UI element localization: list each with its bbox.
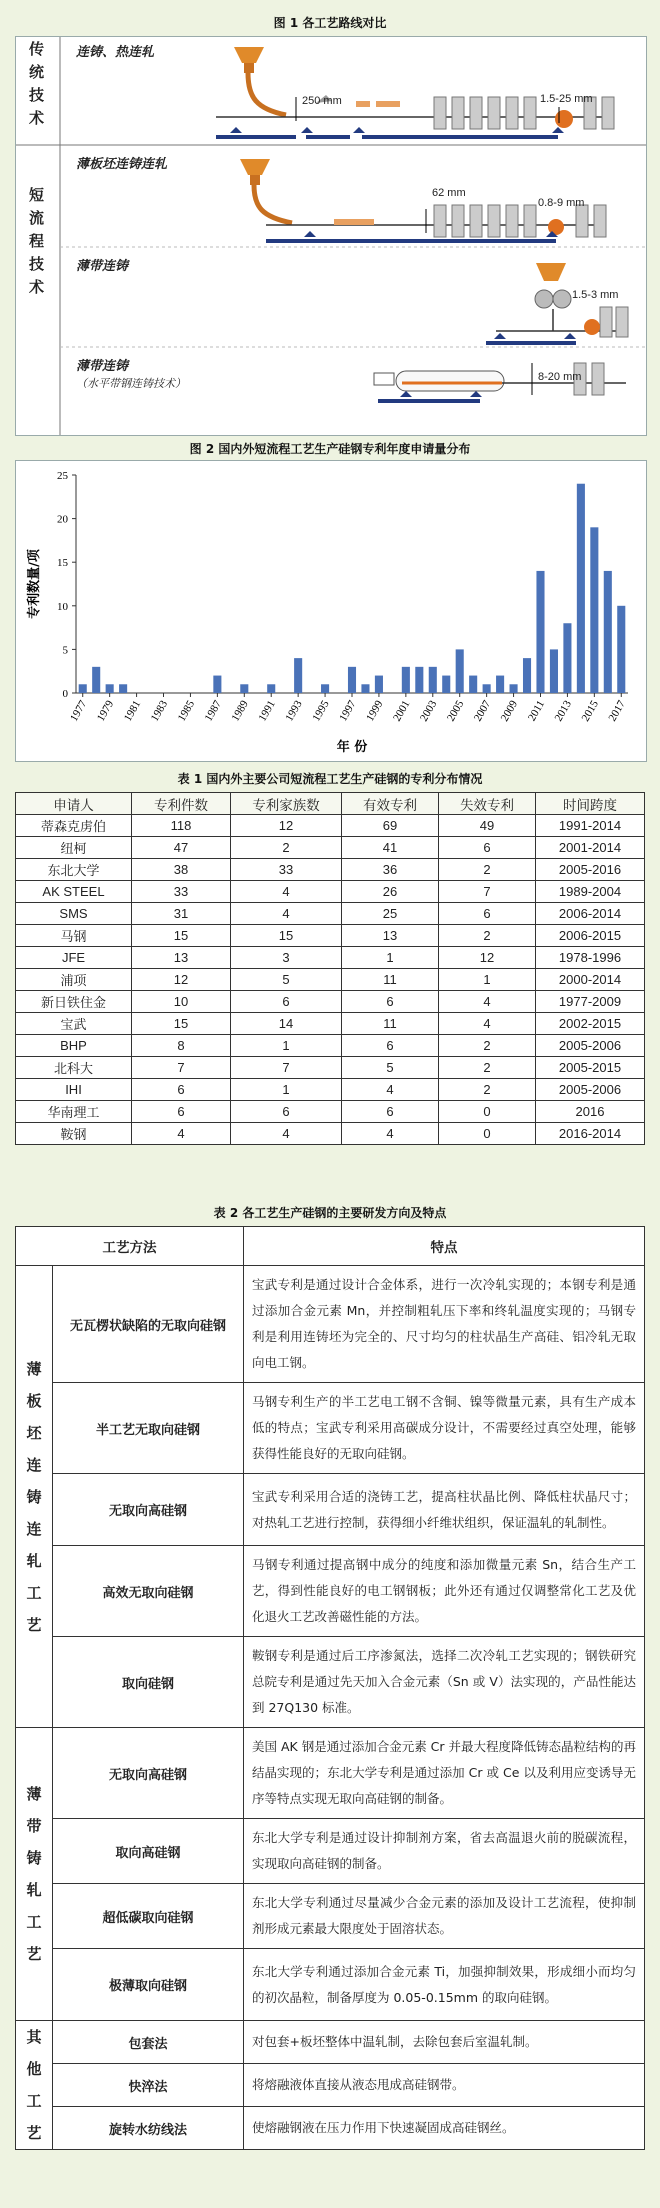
table-cell: 马钢 [16,925,132,947]
table-cell: 鞍钢 [16,1123,132,1145]
y-tick-label: 0 [62,688,68,700]
bar-2005 [456,649,464,693]
table-cell: BHP [16,1035,132,1057]
x-tick-label: 1983 [148,698,171,724]
table-cell: 2006-2015 [536,925,645,947]
x-axis-title: 年 份 [336,740,368,755]
table-cell: 33 [231,859,342,881]
patent-year-chart-svg [16,461,646,761]
table-cell: 4 [132,1123,231,1145]
table-cell: 2005-2016 [536,859,645,881]
x-tick-label: 1979 [94,698,117,724]
table-row [16,1013,645,1035]
table-cell: 12 [231,815,342,837]
y-axis-title: 专利数量/项 [27,549,42,619]
method-cell: 高效无取向硅钢 [53,1546,244,1637]
process-sublabel-horizontal-strip: （水平带钢连铸技术） [76,377,186,390]
table-cell: 7 [132,1057,231,1079]
table-cell: 2 [231,837,342,859]
process-group-label [16,1266,53,1728]
bar-1979 [106,684,114,693]
feature-cell: 东北大学专利通过尽量减少合金元素的添加及设计工艺流程，使抑制剂形成元素最大限度处于固溶状态。 [244,1884,645,1949]
table-row [16,1266,645,1383]
table-cell: IHI [16,1079,132,1101]
table-cell: 3 [231,947,342,969]
table-row [16,969,645,991]
table-cell: 47 [132,837,231,859]
table-row [16,1101,645,1123]
table2-caption: 表 2 各工艺生产硅钢的主要研发方向及特点 [213,1206,447,1220]
table-cell: 69 [342,815,439,837]
table-row [16,1035,645,1057]
method-cell: 极薄取向硅钢 [53,1949,244,2021]
table-row [16,1637,645,1728]
table-cell: 1 [231,1035,342,1057]
table-cell: 31 [132,903,231,925]
x-tick-label: 2005 [444,698,467,724]
table-cell: 118 [132,815,231,837]
bar-1991 [267,684,275,693]
table-cell: 北科大 [16,1057,132,1079]
table-cell: 13 [132,947,231,969]
x-tick-label: 2013 [552,698,575,724]
table-row [16,2107,645,2150]
table-cell: 纽柯 [16,837,132,859]
table-row [16,2021,645,2064]
bar-1993 [294,658,302,693]
col-header: 有效专利 [342,793,439,815]
x-tick-label: 1989 [229,698,251,724]
table-row [16,925,645,947]
table-cell: 6 [132,1101,231,1123]
table-cell: 2016 [536,1101,645,1123]
table-cell: 4 [231,881,342,903]
y-tick-label: 10 [57,600,68,613]
bar-1999 [375,676,383,693]
table-cell: 1978-1996 [536,947,645,969]
feature-cell: 使熔融钢液在压力作用下快速凝固成高硅钢丝。 [244,2107,645,2150]
table-cell: SMS [16,903,132,925]
process-feature-table [15,1226,645,2150]
table-cell: 12 [439,947,536,969]
col-header-method: 工艺方法 [16,1227,244,1266]
method-cell: 取向硅钢 [53,1637,244,1728]
feature-cell: 东北大学专利通过添加合金元素 Ti，加强抑制效果，形成细小而均匀的初次晶粒，制备厚度为 0.05-0.15mm 的取向硅钢。 [244,1949,645,2021]
feature-cell: 宝武专利是通过设计合金体系，进行一次冷轧实现的；本钢专利是通过添加合金元素 Mn，并控制粗轧压下率和终轧温度实现的；马钢专利是利用连铸坯为完全的、尺寸均匀的柱状晶生产高硅、铝冷轧无取向电工钢。 [244,1266,645,1383]
table-cell: 5 [342,1057,439,1079]
table-cell: 2001-2014 [536,837,645,859]
table-cell: 2002-2015 [536,1013,645,1035]
feature-cell: 美国 AK 钢是通过添加合金元素 Cr 并最大程度降低铸态晶粒结构的再结晶实现的；东北大学专利是通过添加 Cr 或 Ce 以及利用应变诱导无序等特点实现无取向高硅钢的制备。 [244,1728,645,1819]
bar-2014 [577,484,585,693]
table-header-row [16,1227,645,1266]
table-row [16,1079,645,1101]
group-label-short-process: 短流程技术 [27,187,45,302]
figure2-caption: 图 2 国内外短流程工艺生产硅钢专利年度申请量分布 [189,442,471,456]
col-header: 专利家族数 [231,793,342,815]
col-header: 专利件数 [132,793,231,815]
table-cell: 6 [342,1035,439,1057]
feature-cell: 鞍钢专利是通过后工序渗氮法，选择二次冷轧工艺实现的；钢铁研究总院专利是通过先天加入合金元素（Sn 或 V）法实现的，产品性能达到 27Q130 标准。 [244,1637,645,1728]
table-cell: 4 [439,991,536,1013]
y-tick-label: 5 [62,644,68,657]
table-cell: 浦项 [16,969,132,991]
table-row [16,1383,645,1474]
dim-in-conventional: 250 mm [302,95,342,107]
table-cell: 1989-2004 [536,881,645,903]
bar-2013 [563,623,571,693]
table-cell: 7 [439,881,536,903]
horizontal-strip-casting-drawing [374,363,626,403]
table-cell: 1977-2009 [536,991,645,1013]
feature-cell: 对包套+板坯整体中温轧制，去除包套后室温轧制。 [244,2021,645,2064]
table-cell: 6 [231,991,342,1013]
x-tick-label: 1977 [67,698,90,724]
process-group-text: 薄带铸轧工艺 [26,1785,42,1963]
table-cell: 2 [439,859,536,881]
bar-2017 [617,606,625,693]
table-cell: 6 [132,1079,231,1101]
col-header: 失效专利 [439,793,536,815]
process-group-label [16,2021,53,2150]
method-cell: 超低碳取向硅钢 [53,1884,244,1949]
table-cell: 6 [439,837,536,859]
process-group-text: 薄板坯连铸连轧工艺 [26,1359,42,1634]
method-cell: 取向高硅钢 [53,1819,244,1884]
table-cell: 12 [132,969,231,991]
bar-2008 [496,676,504,693]
process-label-horizontal-strip: 薄带连铸 [76,359,129,374]
table-cell: 东北大学 [16,859,132,881]
y-tick-label: 15 [57,557,68,570]
bar-1995 [321,684,329,693]
table-cell: 13 [342,925,439,947]
applicant-patent-table [15,792,645,1145]
table-header-row [16,793,645,815]
bar-1998 [361,684,369,693]
table-cell: 6 [342,991,439,1013]
col-header-feature: 特点 [244,1227,645,1266]
x-tick-label: 1993 [283,698,305,724]
process-comparison-figure [15,36,647,436]
table-cell: 0 [439,1101,536,1123]
x-tick-label: 1991 [256,698,278,724]
bar-2002 [415,667,423,693]
table-cell: 4 [231,1123,342,1145]
table-cell: 2006-2014 [536,903,645,925]
method-cell: 包套法 [53,2021,244,2064]
table-cell: 1 [342,947,439,969]
table-cell: 0 [439,1123,536,1145]
table-row [16,947,645,969]
table-cell: 4 [231,903,342,925]
dim-out-horizontal-strip: 8-20 mm [538,371,582,383]
table-row [16,1123,645,1145]
table-row [16,1057,645,1079]
bar-2010 [523,658,531,693]
table-cell: 2016-2014 [536,1123,645,1145]
table-cell: 2 [439,1079,536,1101]
bar-1980 [119,684,127,693]
table-cell: 4 [342,1079,439,1101]
group-label-conventional: 传统技术 [27,41,45,133]
table-cell: 6 [439,903,536,925]
bar-2001 [402,667,410,693]
table-cell: 2 [439,1035,536,1057]
table-cell: 4 [439,1013,536,1035]
table-cell: 8 [132,1035,231,1057]
table-cell: 26 [342,881,439,903]
table-cell: JFE [16,947,132,969]
x-tick-label: 2017 [606,698,628,724]
table-cell: 2 [439,1057,536,1079]
x-tick-label: 1985 [175,698,198,724]
table-row [16,903,645,925]
bar-1987 [213,676,221,693]
x-tick-label: 1999 [364,698,386,724]
dim-out-thin-slab: 0.8-9 mm [538,197,585,209]
process-group-label [16,1728,53,2021]
process-group-text: 其他工艺 [26,2028,42,2142]
table-cell: 1 [439,969,536,991]
bar-2003 [429,667,437,693]
table-cell: 2005-2006 [536,1035,645,1057]
table-cell: 33 [132,881,231,903]
x-tick-label: 1995 [310,698,332,724]
table-cell: 5 [231,969,342,991]
table-cell: 1991-2014 [536,815,645,837]
table-cell: 1 [231,1079,342,1101]
table-cell: 华南理工 [16,1101,132,1123]
table-cell: 11 [342,969,439,991]
table-cell: 宝武 [16,1013,132,1035]
col-header: 申请人 [16,793,132,815]
x-tick-label: 2009 [498,698,521,724]
y-tick-label: 25 [57,470,68,482]
x-tick-label: 1987 [202,698,224,724]
method-cell: 无取向高硅钢 [53,1728,244,1819]
table-cell: 2005-2006 [536,1079,645,1101]
table-cell: 15 [132,925,231,947]
table-row [16,1474,645,1546]
table-cell: 4 [342,1123,439,1145]
x-tick-label: 1981 [121,698,144,724]
table-cell: 25 [342,903,439,925]
bar-2004 [442,676,450,693]
table-cell: 14 [231,1013,342,1035]
dim-in-thin-slab: 62 mm [432,187,466,199]
x-tick-label: 2011 [525,698,548,724]
x-tick-label: 2003 [417,698,440,724]
process-label-strip-casting: 薄带连铸 [76,259,129,274]
table-row [16,1949,645,2021]
col-header: 时间跨度 [536,793,645,815]
table-row [16,1728,645,1819]
method-cell: 无瓦楞状缺陷的无取向硅钢 [53,1266,244,1383]
table-row [16,815,645,837]
feature-cell: 宝武专利采用合适的浇铸工艺，提高柱状晶比例、降低柱状晶尺寸；对热轧工艺进行控制，获得细小纤维状组织，保证温轧的轧制性。 [244,1474,645,1546]
feature-cell: 马钢专利通过提高钢中成分的纯度和添加微量元素 Sn，结合生产工艺，得到性能良好的电工钢钢板；此外还有通过仅调整常化工艺及优化退火工艺改善磁性能的方法。 [244,1546,645,1637]
bar-2015 [590,527,598,693]
method-cell: 无取向高硅钢 [53,1474,244,1546]
method-cell: 快淬法 [53,2064,244,2107]
table-cell: 36 [342,859,439,881]
bar-2009 [510,684,518,693]
table-cell: 6 [342,1101,439,1123]
y-tick-label: 20 [57,513,68,526]
table-cell: 2 [439,925,536,947]
dim-out-strip-casting: 1.5-3 mm [572,289,619,301]
bar-1977 [79,684,87,693]
table-cell: 11 [342,1013,439,1035]
patent-year-chart [15,460,647,762]
feature-cell: 将熔融液体直接从液态甩成高硅钢带。 [244,2064,645,2107]
bar-2016 [604,571,612,693]
dim-out-conventional: 1.5-25 mm [540,93,593,105]
table-cell: 38 [132,859,231,881]
bar-2007 [483,684,491,693]
table-cell: 2000-2014 [536,969,645,991]
table-cell: 7 [231,1057,342,1079]
strip-casting-drawing [486,263,628,345]
bar-1978 [92,667,100,693]
process-label-conventional: 连铸、热连轧 [76,45,155,60]
table-row [16,1884,645,1949]
feature-cell: 马钢专利生产的半工艺电工钢不含铜、镍等微量元素，具有生产成本低的特点；宝武专利采用高碳成分设计，不需要经过真空处理，能够获得性能良好的无取向硅钢。 [244,1383,645,1474]
bar-1997 [348,667,356,693]
x-tick-label: 2007 [471,698,494,724]
table-row [16,881,645,903]
table-cell: 新日铁住金 [16,991,132,1013]
x-tick-label: 2001 [391,698,413,724]
table-row [16,859,645,881]
table-cell: 2005-2015 [536,1057,645,1079]
table-cell: AK STEEL [16,881,132,903]
bar-2006 [469,676,477,693]
table-row [16,991,645,1013]
table-cell: 41 [342,837,439,859]
table-row [16,837,645,859]
table-cell: 15 [132,1013,231,1035]
table-row [16,1546,645,1637]
table-cell: 15 [231,925,342,947]
table-cell: 10 [132,991,231,1013]
method-cell: 旋转水纺线法 [53,2107,244,2150]
bar-2012 [550,649,558,693]
x-tick-label: 2015 [579,698,601,724]
bar-2011 [536,571,544,693]
figure1-caption: 图 1 各工艺路线对比 [273,16,387,30]
table-cell: 6 [231,1101,342,1123]
table1-caption: 表 1 国内外主要公司短流程工艺生产硅钢的专利分布情况 [177,772,483,786]
table-cell: 蒂森克虏伯 [16,815,132,837]
table-row [16,1819,645,1884]
table-cell: 49 [439,815,536,837]
method-cell: 半工艺无取向硅钢 [53,1383,244,1474]
process-label-thin-slab: 薄板坯连铸连轧 [76,157,168,172]
table-row [16,2064,645,2107]
x-tick-label: 1997 [337,698,359,724]
bar-1989 [240,684,248,693]
feature-cell: 东北大学专利是通过设计抑制剂方案，省去高温退火前的脱碳流程，实现取向高硅钢的制备。 [244,1819,645,1884]
